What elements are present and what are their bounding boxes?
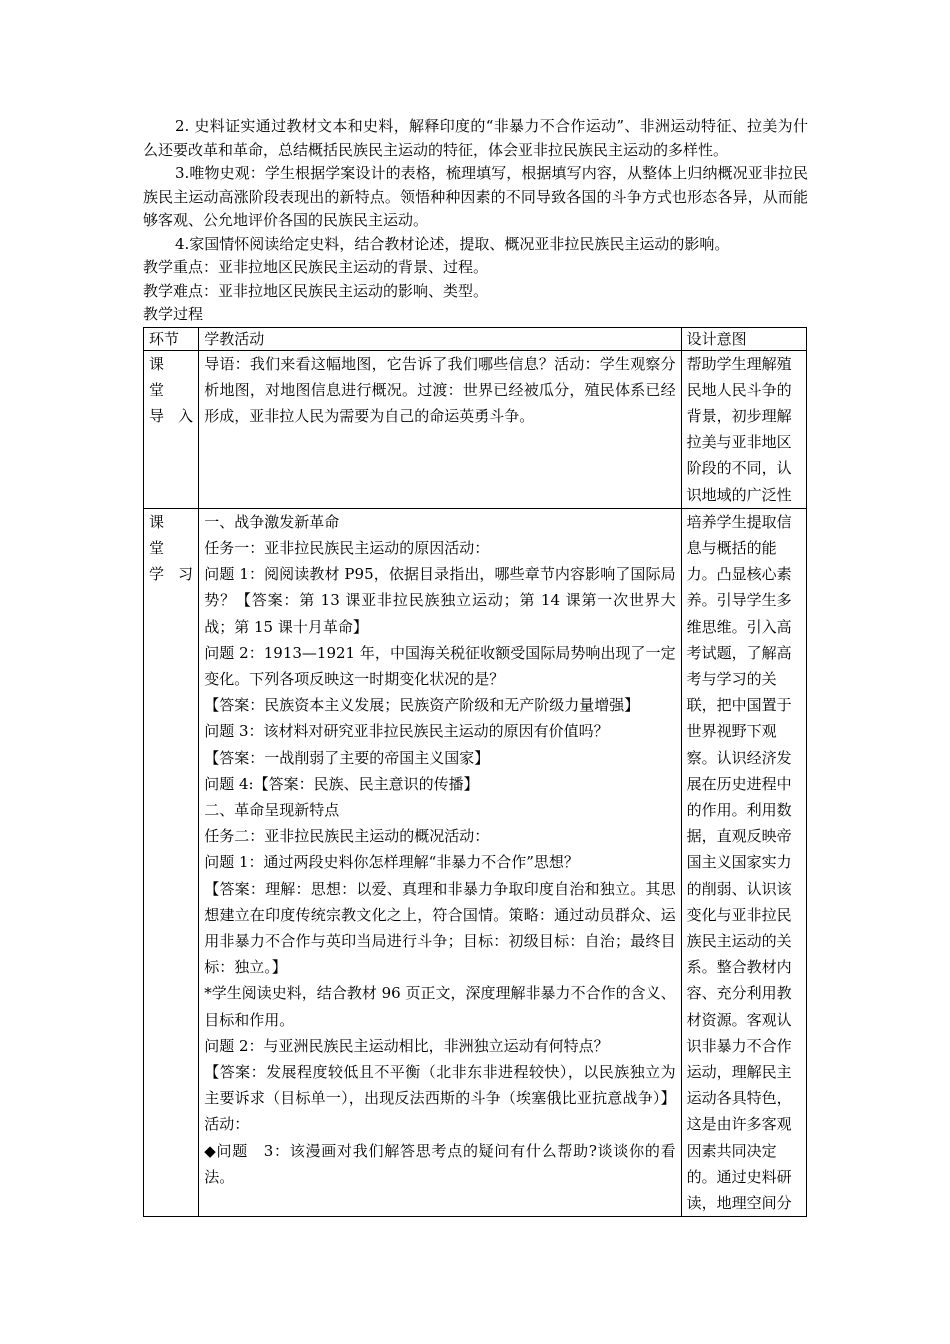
question-text: 问题 1：通过两段史料你怎样理解“非暴力不合作”思想？	[204, 853, 579, 872]
question-text: 问题 2：与亚洲民族民主运动相比，非洲独立运动有何特点？	[204, 1036, 609, 1055]
activity-cell	[199, 350, 681, 508]
answer-text: 【答案：一战削弱了主要的帝国主义国家】	[204, 748, 490, 767]
segment-label: 学习	[149, 565, 193, 584]
question-text: 问题 1：阅阅读教材 P95，依据目录指出，哪些章节内容影响了国际局势？【答案：第 13 课亚非拉民族独立运动；第 14 课第一次世界大战；第 15 课十月革命】	[204, 565, 676, 636]
answer-text: 【答案：民族资本主义发展；民族资产阶级和无产阶级力量增强】	[204, 696, 640, 715]
difficulty: 教学难点：亚非拉地区民族民主运动的影响、类型。	[143, 281, 489, 300]
intent-cell: 培养学生提取信息与概括的能力。凸显核心素养。引导学生多维思维。引入高考试题，了解高考与学习的关联，把中国置于世界视野下观察。认识经济发展在历史进程中的作用。利用数据，直观反映帝国主义国家实力的削弱、认识该变化与亚非拉民族民主运动的关系。整合教材内容、充分利用教材资源。客观认识非暴力不合作运动，理解民主运动各具特色，这是由许多客观因素共同决定的。通过史料研读，地理空间分	[681, 508, 806, 1216]
header-activity: 学教活动	[199, 327, 681, 350]
objective-3: 3.唯物史观：学生根据学案设计的表格，梳理填写，根据填写内容，从整体上归纳概况亚非拉民族民主运动高涨阶段表现出的新特点。领悟种种因素的不同导致各国的斗争方式也形态各异，从而能够客观、公允地评价各国的民族民主运动。	[143, 164, 808, 229]
table-row	[144, 350, 807, 508]
segment-cell	[144, 508, 199, 1216]
process-title: 教学过程	[143, 305, 204, 323]
answer-text: 【答案：发展程度较低且不平衡（北非东非进程较快），以民族独立为主要诉求（目标单一），出现反法西斯的斗争（埃塞俄比亚抗意战争）】活动：	[204, 1062, 676, 1134]
table-row	[144, 508, 807, 1216]
activity-note: *学生阅读史料，结合教材 96 页正文，深度理解非暴力不合作的含义、目标和作用。	[204, 984, 676, 1029]
segment-label: 课 堂	[149, 354, 180, 399]
section-heading: 一、战争激发新革命	[204, 512, 340, 531]
table-header-row	[144, 327, 807, 350]
task-title: 任务二：亚非拉民族民主运动的概况活动：	[204, 827, 490, 846]
answer-text: 【答案：理解：思想：以爱、真理和非暴力争取印度自治和独立。其思想建立在印度传统宗教文化之上，符合国情。策略：通过动员群众、运用非暴力不合作与英印当局进行斗争；目标：初级目标：自治；最终目标：独立。】	[204, 879, 676, 977]
document-page	[143, 115, 808, 1217]
header-segment: 环节	[144, 327, 199, 350]
intent-cell: 帮助学生理解殖民地人民斗争的背景，初步理解拉美与亚非地区阶段的不同，认识地域的广泛性	[681, 350, 806, 508]
section-heading: 二、革命呈现新特点	[204, 800, 340, 819]
activity-cell	[199, 508, 681, 1216]
objective-2: 2. 史料证实通过教材文本和史料，解释印度的“非暴力不合作运动”、非洲运动特征、拉美为什么还要改革和革命，总结概括民族民主运动的特征，体会亚非拉民族民主运动的多样性。	[143, 117, 808, 159]
objective-4: 4.家国情怀阅读给定史料，结合教材论述，提取、概况亚非拉民族民主运动的影响。	[175, 234, 730, 253]
segment-cell	[144, 350, 199, 508]
segment-label: 导入	[149, 406, 193, 425]
key-point: 教学重点：亚非拉地区民族民主运动的背景、过程。	[143, 258, 489, 276]
process-table	[143, 327, 807, 1218]
question-text: 问题 4:【答案：民族、民主意识的传播】	[204, 774, 479, 793]
header-intent: 设计意图	[681, 327, 806, 350]
task-title: 任务一：亚非拉民族民主运动的原因活动：	[204, 538, 490, 557]
segment-label: 课 堂	[149, 512, 180, 557]
question-text: 问题 2：1913—1921 年，中国海关税征收额受国际局势响出现了一定变化。下列各项反映这一时期变化状况的是？	[204, 643, 676, 688]
activity-text: 导语：我们来看这幅地图，它告诉了我们哪些信息？活动：学生观察分析地图，对地图信息进行概况。过渡：世界已经被瓜分，殖民体系已经形成，亚非拉人民为需要为自己的命运英勇斗争。	[204, 354, 676, 425]
question-text: 问题 3：该材料对研究亚非拉民族民主运动的原因有价值吗？	[204, 722, 609, 741]
question-text: ◆问题 3：该漫画对我们解答思考点的疑问有什么帮助?谈谈你的看法。	[204, 1141, 676, 1186]
